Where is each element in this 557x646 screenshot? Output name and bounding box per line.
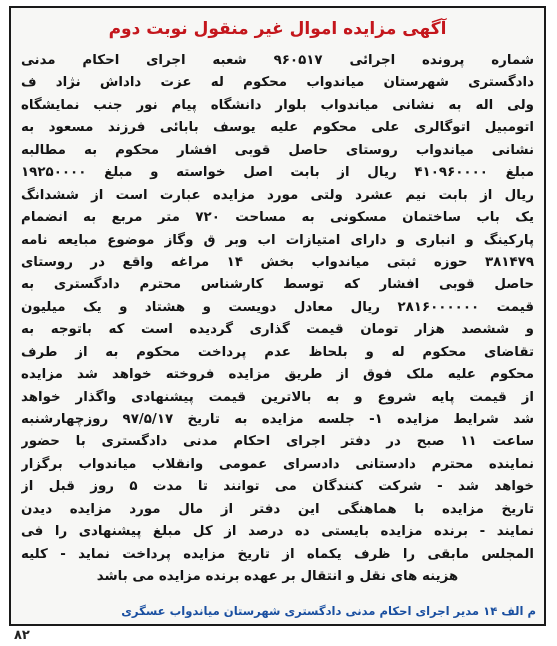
body-line: نشانی میاندواب روستای حاصل قوبی افشار محکوم به مطالبه xyxy=(21,142,534,158)
body-line: تاریخ مزایده با هماهنگی این دفتر از مال مورد مزایده دیدن xyxy=(21,501,534,517)
body-line: محکوم علیه ملک فوق از طریق مزایده فروخته خواهد شد مزایده xyxy=(21,367,534,383)
body-line: نماینده محترم دادستانی دادسرای عمومی وانقلاب میاندواب برگزار xyxy=(21,456,534,472)
body-line: قیمت ۲۸۱۶۰۰۰۰۰۰ ریال معادل دویست و هشتاد و یک میلیون xyxy=(21,299,534,315)
body-line: ریال از بابت نیم عشرد ولتی مورد مزایده عبارت است از ششدانگ xyxy=(21,187,534,203)
notice-title: آگهی مزایده اموال غیر منقول نوبت دوم xyxy=(108,19,447,39)
body-line: المجلس مابقی را ظرف یکماه از تاریخ مزایده پرداخت نماید - کلیه xyxy=(21,546,534,562)
body-line: شماره پرونده اجرائی ۹۶۰۵۱۷ شعبه اجرای احکام مدنی xyxy=(21,53,534,68)
body-line: مبلغ ۴۱۰۹۶۰۰۰۰ ریال از بابت اصل خواسته و مبلغ ۱۹۲۵۰۰۰۰ xyxy=(21,165,534,181)
body-line: تقاضای محکوم له و بلحاظ عدم پرداخت محکوم به از طرف xyxy=(21,344,534,360)
body-line: ولی اله به نشانی میاندواب بلوار دانشگاه پیام نور جنب نمایشگاه xyxy=(21,97,534,113)
body-line: نمایند - برنده مزایده بایستی ده درصد از کل مبلغ پیشنهادی را فی xyxy=(21,524,534,540)
body-line: هزینه های نقل و انتقال بر عهده برنده مزایده می باشد xyxy=(96,569,459,585)
body-line: خواهد شد - شرکت کنندگان می توانند تا مدت ۵ روز قبل از xyxy=(21,479,534,495)
body-line: از قیمت پایه شروع و به بالاترین قیمت پیشنهادی واگذار خواهد xyxy=(21,389,534,405)
body-line: شد شرایط مزایده ۱- جلسه مزایده به تاریخ ۹۷/۵/۱۷ روزچهارشنبه xyxy=(21,412,534,427)
body-line: اتومبیل اتوگالری علی محکوم علیه یوسف بابائی فرزند مسعود به xyxy=(21,120,534,136)
body-line: ۳۸۱۴۷۹ حوزه ثبتی میاندواب بخش ۱۴ مراغه واقع در روستای xyxy=(21,254,534,270)
notice-footer: م الف ۱۴ مدیر اجرای احکام مدنی دادگستری شهرستان میاندواب عسگری xyxy=(121,604,536,618)
notice-body xyxy=(21,50,534,589)
body-line: پارکینگ و انباری و دارای امتیازات اب وبر ق وگاز موضوع مبایعه نامه xyxy=(21,232,534,248)
page-number: ۸۲ xyxy=(14,628,30,643)
auction-notice xyxy=(9,6,546,626)
body-line: ساعت ۱۱ صبح در دفتر اجرای احکام مدنی دادگستری با حضور xyxy=(21,434,534,450)
body-line: حاصل قوبی افشار که توسط کارشناس محترم دادگستری به xyxy=(21,277,534,293)
body-line: یک باب ساختمان مسکونی به مساحت ۷۲۰ متر مربع به انضمام xyxy=(21,210,534,226)
body-line: و ششصد هزار تومان قیمت گذاری گردیده است که باتوجه به xyxy=(21,322,534,338)
body-line: دادگستری شهرستان میاندواب محکوم له عزت داداش نژاد ف xyxy=(21,75,534,91)
